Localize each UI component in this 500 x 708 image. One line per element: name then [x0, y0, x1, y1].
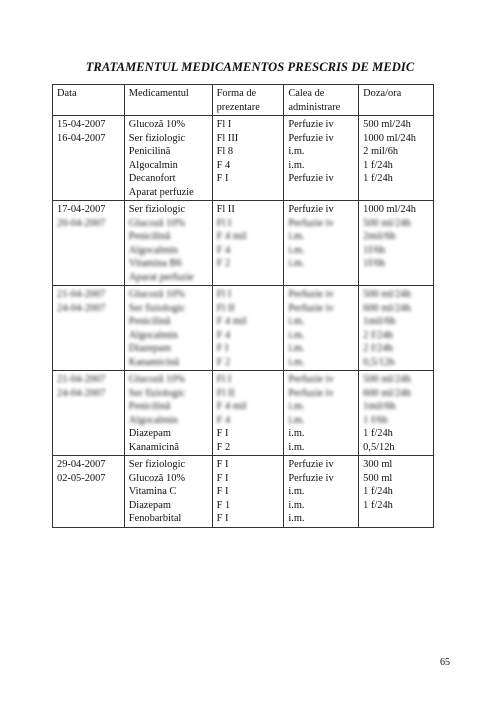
cell-line: i.m. — [288, 159, 305, 171]
cell-line: F I — [216, 343, 229, 354]
cell-line: 0,5/12h — [363, 356, 395, 368]
cell-line: i.m. — [288, 244, 305, 256]
cell-line: 24-04-2007 — [57, 302, 106, 314]
cell-line: Aparat perfuzie — [128, 186, 194, 198]
cell-line: F 4 — [216, 244, 231, 256]
header-medication: Medicamentul — [124, 85, 212, 116]
cell-line: 500 ml/24h — [363, 119, 411, 130]
cell-line: Perfuzie iv — [288, 472, 334, 484]
cell-line: Fl 8 — [216, 146, 234, 157]
table-row — [53, 371, 434, 456]
cell-line: Fl I — [216, 289, 232, 300]
cell-line: Kanamicină — [128, 441, 179, 453]
cell-line: i.m. — [288, 441, 305, 453]
cell-line: Kanamicină — [128, 356, 179, 368]
cell-line: Algocalmin — [128, 414, 178, 426]
cell-line: Ser fiziologic — [128, 132, 186, 144]
dose-cell — [359, 201, 434, 286]
cell-line: F 4 — [216, 329, 231, 341]
cell-line: Diazepam — [128, 428, 171, 439]
cell-line: 21-04-2007 — [57, 289, 106, 300]
form-cell — [212, 456, 284, 528]
dose-cell — [359, 286, 434, 371]
table-row — [53, 201, 434, 286]
cell-line: F 4 — [216, 414, 231, 426]
table-header-row — [53, 85, 434, 116]
treatment-table — [52, 84, 434, 528]
cell-line: Ser fiziologic — [128, 387, 186, 399]
cell-line: i.m. — [288, 499, 305, 511]
cell-line: Ser fiziologic — [128, 204, 186, 215]
cell-line: Ser fiziologic — [128, 459, 186, 470]
cell-line: 17-04-2007 — [57, 204, 106, 215]
header-line: administrare — [288, 101, 341, 113]
cell-line: F 4 — [216, 159, 231, 171]
dose-cell — [359, 456, 434, 528]
cell-line: 1mil/6h — [363, 316, 396, 327]
table-row — [53, 116, 434, 201]
cell-line: Glucoză 10% — [128, 289, 186, 300]
cell-line: 500 ml/24h — [363, 374, 411, 385]
route-cell — [284, 116, 359, 201]
form-cell — [212, 201, 284, 286]
cell-line: i.m. — [288, 401, 305, 412]
cell-line: 29-04-2007 — [57, 459, 106, 470]
cell-line: 1000 ml/24h — [363, 204, 416, 215]
cell-line: 1 f/24h — [363, 499, 393, 511]
cell-line: Perfuzie iv — [288, 302, 334, 314]
cell-line: F I — [216, 459, 229, 470]
medication-cell — [124, 201, 212, 286]
cell-line: F 2 — [216, 441, 231, 453]
cell-line: 0,5/12h — [363, 441, 395, 453]
cell-line: Perfuzie iv — [288, 387, 334, 399]
date-cell — [53, 286, 125, 371]
date-cell — [53, 201, 125, 286]
cell-line: 500 ml — [363, 472, 393, 484]
cell-line: Algocalmin — [128, 244, 178, 256]
cell-line: i.m. — [288, 343, 305, 354]
cell-line: Perfuzie iv — [288, 289, 334, 300]
date-cell — [53, 371, 125, 456]
cell-line: Penicilină — [128, 146, 171, 157]
cell-line: Glucoză 10% — [128, 119, 186, 130]
table-row — [53, 286, 434, 371]
cell-line: F 1 — [216, 499, 231, 511]
cell-line: F I — [216, 513, 229, 524]
page-number: 65 — [440, 657, 450, 668]
cell-line: Vitamina B6 — [128, 258, 182, 269]
cell-line: Algocalmin — [128, 159, 178, 171]
cell-line: 1 f/24h — [363, 173, 393, 184]
cell-line: 1000 ml/24h — [363, 132, 416, 144]
cell-line: i.m. — [288, 414, 305, 426]
cell-line: i.m. — [288, 329, 305, 341]
cell-line: Perfuzie iv — [288, 119, 334, 130]
cell-line: Perfuzie iv — [288, 204, 334, 215]
cell-line: Decanofort — [128, 173, 176, 184]
header-route — [284, 85, 359, 116]
cell-line: Fl II — [216, 204, 235, 215]
header-line: Forma de — [216, 88, 257, 99]
cell-line: 2 f/24h — [363, 329, 393, 341]
table-row — [53, 456, 434, 528]
form-cell — [212, 116, 284, 201]
cell-line: Fl III — [216, 132, 239, 144]
form-cell — [212, 371, 284, 456]
cell-line: Perfuzie iv — [288, 132, 334, 144]
cell-line: 500 ml/24h — [363, 217, 411, 229]
cell-line: F 4 mil — [216, 401, 247, 412]
cell-line: i.m. — [288, 513, 305, 524]
dose-cell — [359, 116, 434, 201]
medication-cell — [124, 286, 212, 371]
cell-line: Ser fiziologic — [128, 302, 186, 314]
cell-line — [363, 512, 430, 526]
cell-line: F 4 mil — [216, 316, 247, 327]
cell-line: 1mil/6h — [363, 401, 396, 412]
route-cell — [284, 456, 359, 528]
cell-line: F I — [216, 173, 229, 184]
header-line: Calea de — [288, 88, 325, 99]
header-line: prezentare — [216, 101, 260, 113]
cell-line: i.m. — [288, 316, 305, 327]
cell-line: 500 ml/24h — [363, 289, 411, 300]
dose-cell — [359, 371, 434, 456]
cell-line: 2 mil/6h — [363, 146, 399, 157]
cell-line: 600 ml/24h — [363, 302, 411, 314]
cell-line: Perfuzie iv — [288, 173, 334, 184]
cell-line: i.m. — [288, 146, 305, 157]
cell-line: 20-04-2007 — [57, 217, 106, 229]
cell-line: Vitamina C — [128, 486, 177, 497]
cell-line: Fl I — [216, 374, 232, 385]
cell-line: Penicilină — [128, 401, 171, 412]
cell-line: Perfuzie iv — [288, 374, 334, 385]
medication-cell — [124, 371, 212, 456]
route-cell — [284, 286, 359, 371]
medication-cell — [124, 456, 212, 528]
cell-line: 24-04-2007 — [57, 387, 106, 399]
cell-line: F 2 — [216, 258, 231, 269]
cell-line: i.m. — [288, 231, 305, 242]
cell-line: Fl II — [216, 302, 235, 314]
cell-line: 1f/6h — [363, 258, 386, 269]
cell-line: 300 ml — [363, 459, 393, 470]
cell-line: 2 f/24h — [363, 343, 393, 354]
medication-cell — [124, 116, 212, 201]
cell-line: Penicilină — [128, 316, 171, 327]
cell-line: 16-04-2007 — [57, 132, 106, 144]
header-date: Data — [53, 85, 125, 116]
cell-line: Algocalmin — [128, 329, 178, 341]
cell-line: i.m. — [288, 486, 305, 497]
form-cell — [212, 286, 284, 371]
document-title: TRATAMENTUL MEDICAMENTOS PRESCRIS DE MEDIC — [85, 60, 415, 74]
cell-line: 02-05-2007 — [57, 472, 106, 484]
cell-line: Fenobarbital — [128, 513, 182, 524]
cell-line: i.m. — [288, 356, 305, 368]
cell-line: 1 f/24h — [363, 428, 393, 439]
cell-line: Glucoză 10% — [128, 472, 186, 484]
cell-line: 1f/6h — [363, 244, 386, 256]
cell-line: Fl I — [216, 217, 232, 229]
date-cell — [53, 456, 125, 528]
cell-line: F 2 — [216, 356, 231, 368]
cell-line: Perfuzie iv — [288, 217, 334, 229]
cell-line: i.m. — [288, 258, 305, 269]
route-cell — [284, 201, 359, 286]
cell-line: 1 f/24h — [363, 486, 393, 497]
cell-line: Fl II — [216, 387, 235, 399]
header-form — [212, 85, 284, 116]
cell-line: 2mil/6h — [363, 231, 396, 242]
cell-line: F I — [216, 428, 229, 439]
cell-line: Fl I — [216, 119, 232, 130]
cell-line: i.m. — [288, 428, 305, 439]
cell-line: Glucoză 10% — [128, 217, 186, 229]
cell-line: F I — [216, 472, 229, 484]
route-cell — [284, 371, 359, 456]
cell-line: Aparat perfuzie — [128, 271, 194, 283]
cell-line: 600 ml/24h — [363, 387, 411, 399]
cell-line: 15-04-2007 — [57, 119, 106, 130]
cell-line: F I — [216, 486, 229, 497]
cell-line: Penicilină — [128, 231, 171, 242]
cell-line: F 4 mil — [216, 231, 247, 242]
cell-line: 1 f/6h — [363, 414, 388, 426]
cell-line: Diazepam — [128, 499, 171, 511]
cell-line: Diazepam — [128, 343, 171, 354]
cell-line: 1 f/24h — [363, 159, 393, 171]
cell-line: Perfuzie iv — [288, 459, 334, 470]
cell-line: 21-04-2007 — [57, 374, 106, 385]
cell-line: Glucoză 10% — [128, 374, 186, 385]
header-dose: Doza/ora — [359, 85, 434, 116]
date-cell — [53, 116, 125, 201]
